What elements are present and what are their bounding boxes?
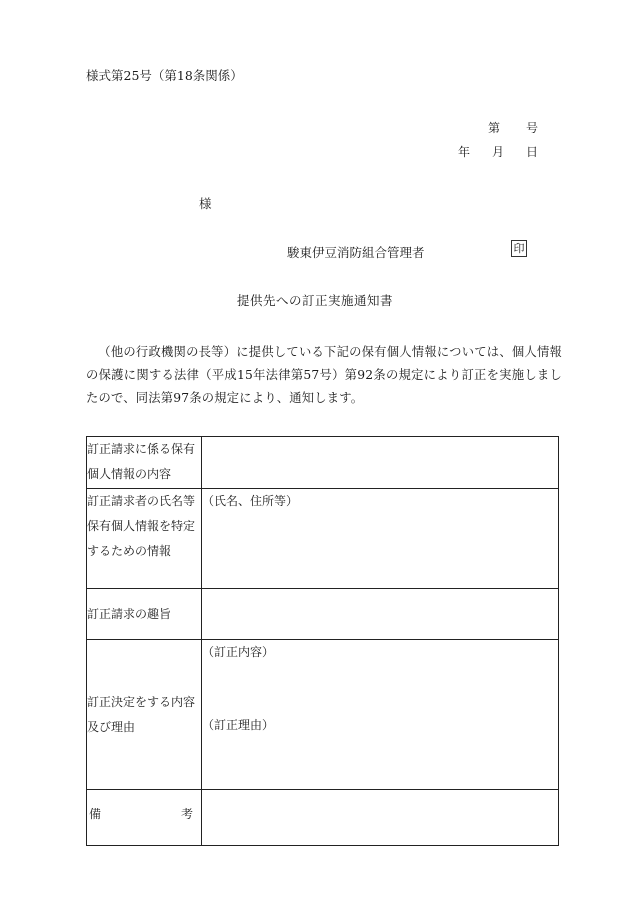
correction-content-label: （訂正内容） — [202, 645, 275, 659]
date-month: 月 — [491, 145, 504, 159]
table-row — [87, 437, 559, 489]
row-value — [202, 790, 559, 846]
row-value — [202, 589, 559, 640]
body-text — [86, 341, 562, 410]
table-row — [87, 589, 559, 640]
date-day: 日 — [525, 145, 538, 159]
form-number: 様式第25号（第18条関係） — [86, 68, 243, 83]
row-label: 訂正請求に係る保有個人情報の内容 — [87, 437, 202, 489]
document-number — [488, 119, 538, 136]
remarks-label-left: 備 — [89, 807, 102, 821]
row-value — [202, 640, 559, 790]
sender-name: 駿東伊豆消防組合管理者 — [287, 245, 425, 260]
document-date — [458, 143, 538, 160]
info-table — [86, 436, 559, 846]
seal-mark: 印 — [511, 240, 527, 257]
table-row — [87, 640, 559, 790]
row-label: 訂正請求者の氏名等保有個人情報を特定するための情報 — [87, 489, 202, 589]
table-row — [87, 790, 559, 846]
remarks-label-right: 考 — [180, 807, 193, 821]
row-label — [87, 790, 202, 846]
document-number-prefix: 第 — [487, 121, 500, 135]
row-label: 訂正請求の趣旨 — [87, 589, 202, 640]
recipient-honorific: 様 — [199, 196, 212, 211]
row-value: （氏名、住所等） — [202, 489, 559, 589]
row-value — [202, 437, 559, 489]
document-title: 提供先への訂正実施通知書 — [236, 293, 393, 308]
correction-reason-label: （訂正理由） — [202, 718, 275, 732]
body-paragraph: （他の行政機関の長等）に提供している下記の保有個人情報については、個人情報の保護に関する法律（平成15年法律第57号）第92条の規定により訂正を実施しましたので、同法第97条の規定により、通知します。 — [86, 345, 562, 405]
document-number-suffix: 号 — [525, 121, 538, 135]
table-row — [87, 489, 559, 589]
date-year: 年 — [457, 145, 470, 159]
row-label: 訂正決定をする内容及び理由 — [87, 640, 202, 790]
